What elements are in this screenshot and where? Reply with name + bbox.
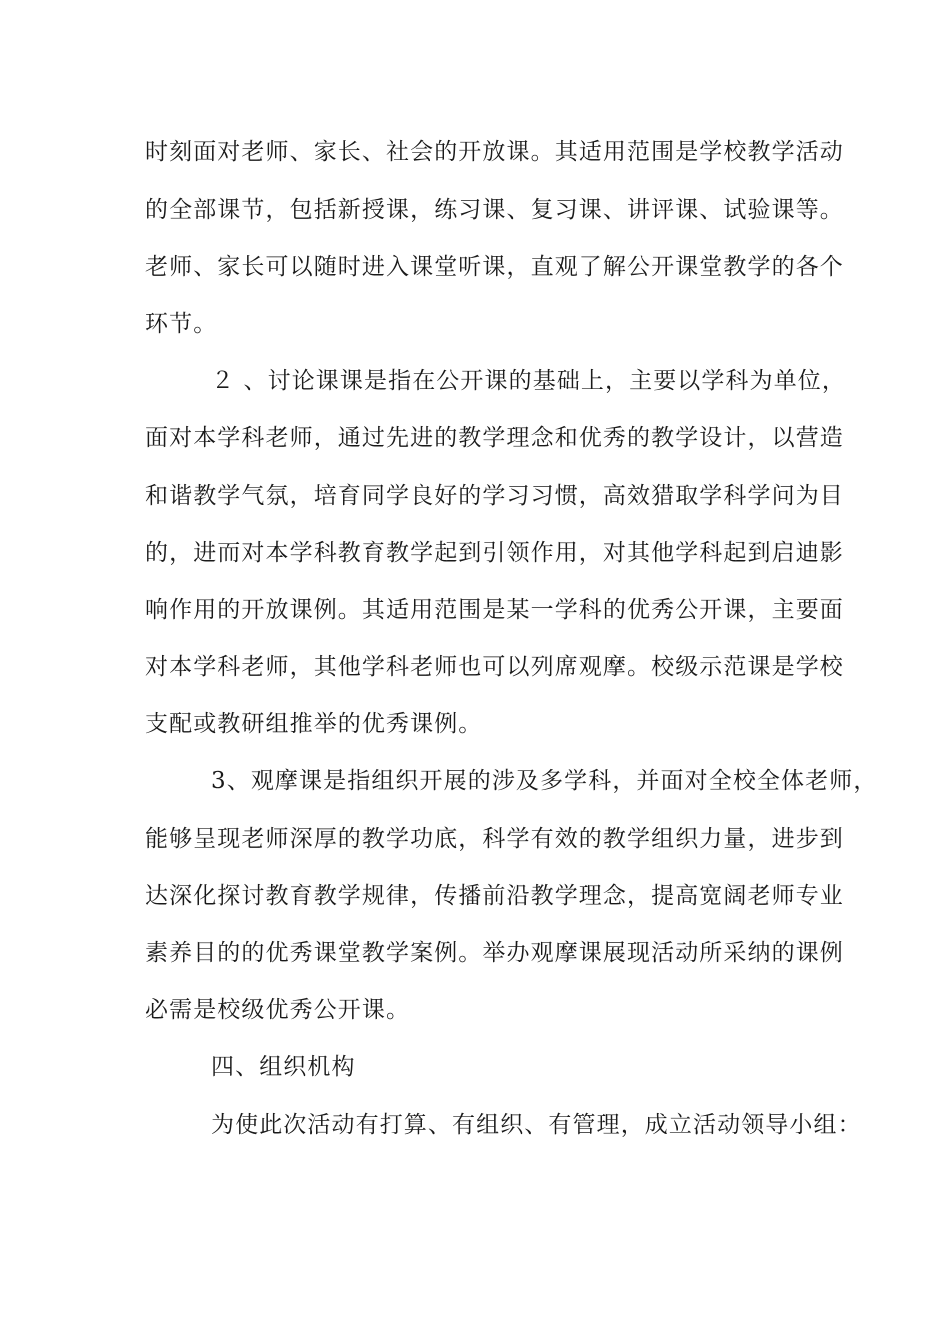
text-line: 对本学科老师，其他学科老师也可以列席观摩。校级示范课是学校 <box>145 654 844 680</box>
text-line: 的，进而对本学科教育教学起到引领作用，对其他学科起到启迪影 <box>145 540 844 566</box>
text-line: 和谐教学气氛，培育同学良好的学习习惯，高效猎取学科学问为目 <box>145 483 844 509</box>
paragraph-start-line: 3、观摩课是指组织开展的涉及多学科，并面对全校全体老师， <box>211 768 878 794</box>
text-line: 支配或教研组推举的优秀课例。 <box>145 711 483 737</box>
text-line: 时刻面对老师、家长、社会的开放课。其适用范围是学校教学活动 <box>145 139 844 165</box>
section-heading: 四、组织机构 <box>211 1054 356 1080</box>
text-line: 响作用的开放课例。其适用范围是某一学科的优秀公开课，主要面 <box>145 597 844 623</box>
text-line: 环节。 <box>145 311 218 337</box>
text-line: 的全部课节，包括新授课，练习课、复习课、讲评课、试验课等。 <box>145 197 844 223</box>
text-line: 必需是校级优秀公开课。 <box>145 997 411 1023</box>
text-line: 素养目的的优秀课堂教学案例。举办观摩课展现活动所采纳的课例 <box>145 940 844 966</box>
text-line: 达深化探讨教育教学规律，传播前沿教学理念，提高宽阔老师专业 <box>145 883 844 909</box>
paragraph-start-line: ２ 、讨论课课是指在公开课的基础上，主要以学科为单位， <box>211 368 847 394</box>
text-line: 能够呈现老师深厚的教学功底，科学有效的教学组织力量，进步到 <box>145 826 844 852</box>
paragraph-start-line: 为使此次活动有打算、有组织、有管理，成立活动领导小组： <box>211 1112 862 1138</box>
text-line: 老师、家长可以随时进入课堂听课，直观了解公开课堂教学的各个 <box>145 254 844 280</box>
text-line: 面对本学科老师，通过先进的教学理念和优秀的教学设计，以营造 <box>145 425 844 451</box>
